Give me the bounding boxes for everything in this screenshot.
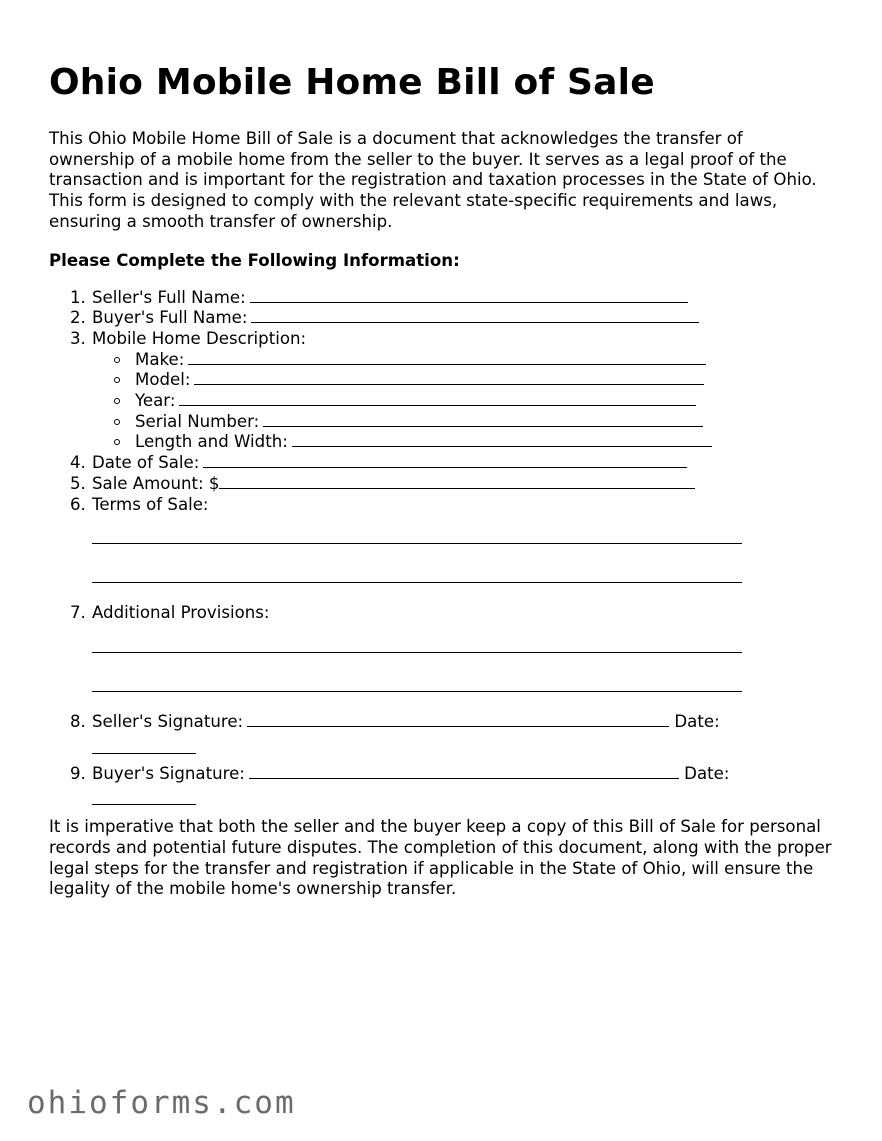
field-seller-signature xyxy=(49,712,839,754)
field-label: Buyer's Signature: xyxy=(92,763,245,783)
site-watermark: ohioforms.com xyxy=(27,1085,296,1121)
sub-field-dimensions xyxy=(92,432,839,453)
field-label: Seller's Signature: xyxy=(92,711,244,731)
field-date-of-sale xyxy=(49,453,839,474)
field-number: 1. xyxy=(70,287,86,307)
field-label: Terms of Sale: xyxy=(92,494,209,514)
date-label: Date: xyxy=(674,711,720,731)
seller-signature-blank[interactable] xyxy=(247,712,669,727)
instructions-heading: Please Complete the Following Information: xyxy=(49,250,460,270)
field-number: 6. xyxy=(70,494,86,514)
bill-of-sale-form xyxy=(49,60,839,900)
make-blank[interactable] xyxy=(188,350,706,365)
serial-number-blank[interactable] xyxy=(263,412,703,427)
terms-line-1[interactable] xyxy=(92,542,742,544)
field-number: 5. xyxy=(70,473,86,493)
field-sale-amount xyxy=(49,474,839,495)
sub-field-serial xyxy=(92,412,839,433)
field-terms xyxy=(49,495,839,584)
field-buyer-name xyxy=(49,308,839,329)
bullet-circle-icon xyxy=(114,439,120,445)
sub-field-model xyxy=(92,370,839,391)
bullet-circle-icon xyxy=(114,398,120,404)
seller-date-blank[interactable] xyxy=(92,733,196,754)
sub-field-label: Model: xyxy=(135,370,191,390)
buyer-name-blank[interactable] xyxy=(251,308,699,323)
year-blank[interactable] xyxy=(179,391,696,406)
sub-field-label: Year: xyxy=(135,391,176,411)
field-description xyxy=(49,329,839,453)
bullet-circle-icon xyxy=(114,419,120,425)
field-number: 2. xyxy=(70,308,86,328)
field-buyer-signature xyxy=(49,764,839,806)
sub-field-label: Length and Width: xyxy=(135,432,288,452)
field-label: Additional Provisions: xyxy=(92,603,270,623)
closing-paragraph: It is imperative that both the seller and the buyer keep a copy of this Bill of Sale for personal records and potential future disputes. The completion of this document, along with the proper legal steps for the transfer and registration if applicable in the State of Ohio, will ensure the legality of the mobile home's ownership transfer. xyxy=(49,817,832,899)
buyer-date-blank[interactable] xyxy=(92,784,196,805)
page-title: Ohio Mobile Home Bill of Sale xyxy=(49,62,655,103)
field-label: Mobile Home Description: xyxy=(92,328,307,348)
sub-field-label: Serial Number: xyxy=(135,411,260,431)
bullet-circle-icon xyxy=(114,357,120,363)
description-sublist xyxy=(92,350,839,454)
field-number: 9. xyxy=(70,763,86,783)
date-label: Date: xyxy=(684,763,730,783)
model-blank[interactable] xyxy=(194,370,704,385)
provisions-line-2[interactable] xyxy=(92,690,742,692)
sub-field-year xyxy=(92,391,839,412)
field-provisions xyxy=(49,603,839,692)
field-number: 7. xyxy=(70,603,86,623)
sub-field-make xyxy=(92,350,839,371)
field-number: 4. xyxy=(70,453,86,473)
sub-field-label: Make: xyxy=(135,349,185,369)
field-label: Seller's Full Name: xyxy=(92,287,246,307)
date-of-sale-blank[interactable] xyxy=(203,453,687,468)
intro-paragraph: This Ohio Mobile Home Bill of Sale is a document that acknowledges the transfer of ownership of a mobile home from the seller to the buyer. It serves as a legal proof of the transaction and is important for the registration and taxation processes in the State of Ohio. This form is designed to comply with the relevant state-specific requirements and laws, ensuring a smooth transfer of ownership. xyxy=(49,129,817,231)
field-label: Date of Sale: xyxy=(92,453,200,473)
provisions-line-1[interactable] xyxy=(92,651,742,653)
form-fields-list xyxy=(49,288,839,806)
bullet-circle-icon xyxy=(114,377,120,383)
field-number: 8. xyxy=(70,711,86,731)
field-label: Buyer's Full Name: xyxy=(92,308,248,328)
seller-name-blank[interactable] xyxy=(250,288,688,303)
terms-line-2[interactable] xyxy=(92,581,742,583)
dimensions-blank[interactable] xyxy=(292,432,712,447)
field-number: 3. xyxy=(70,328,86,348)
field-seller-name xyxy=(49,288,839,309)
field-label: Sale Amount: $ xyxy=(92,473,220,493)
buyer-signature-blank[interactable] xyxy=(249,764,679,779)
sale-amount-blank[interactable] xyxy=(219,474,695,489)
